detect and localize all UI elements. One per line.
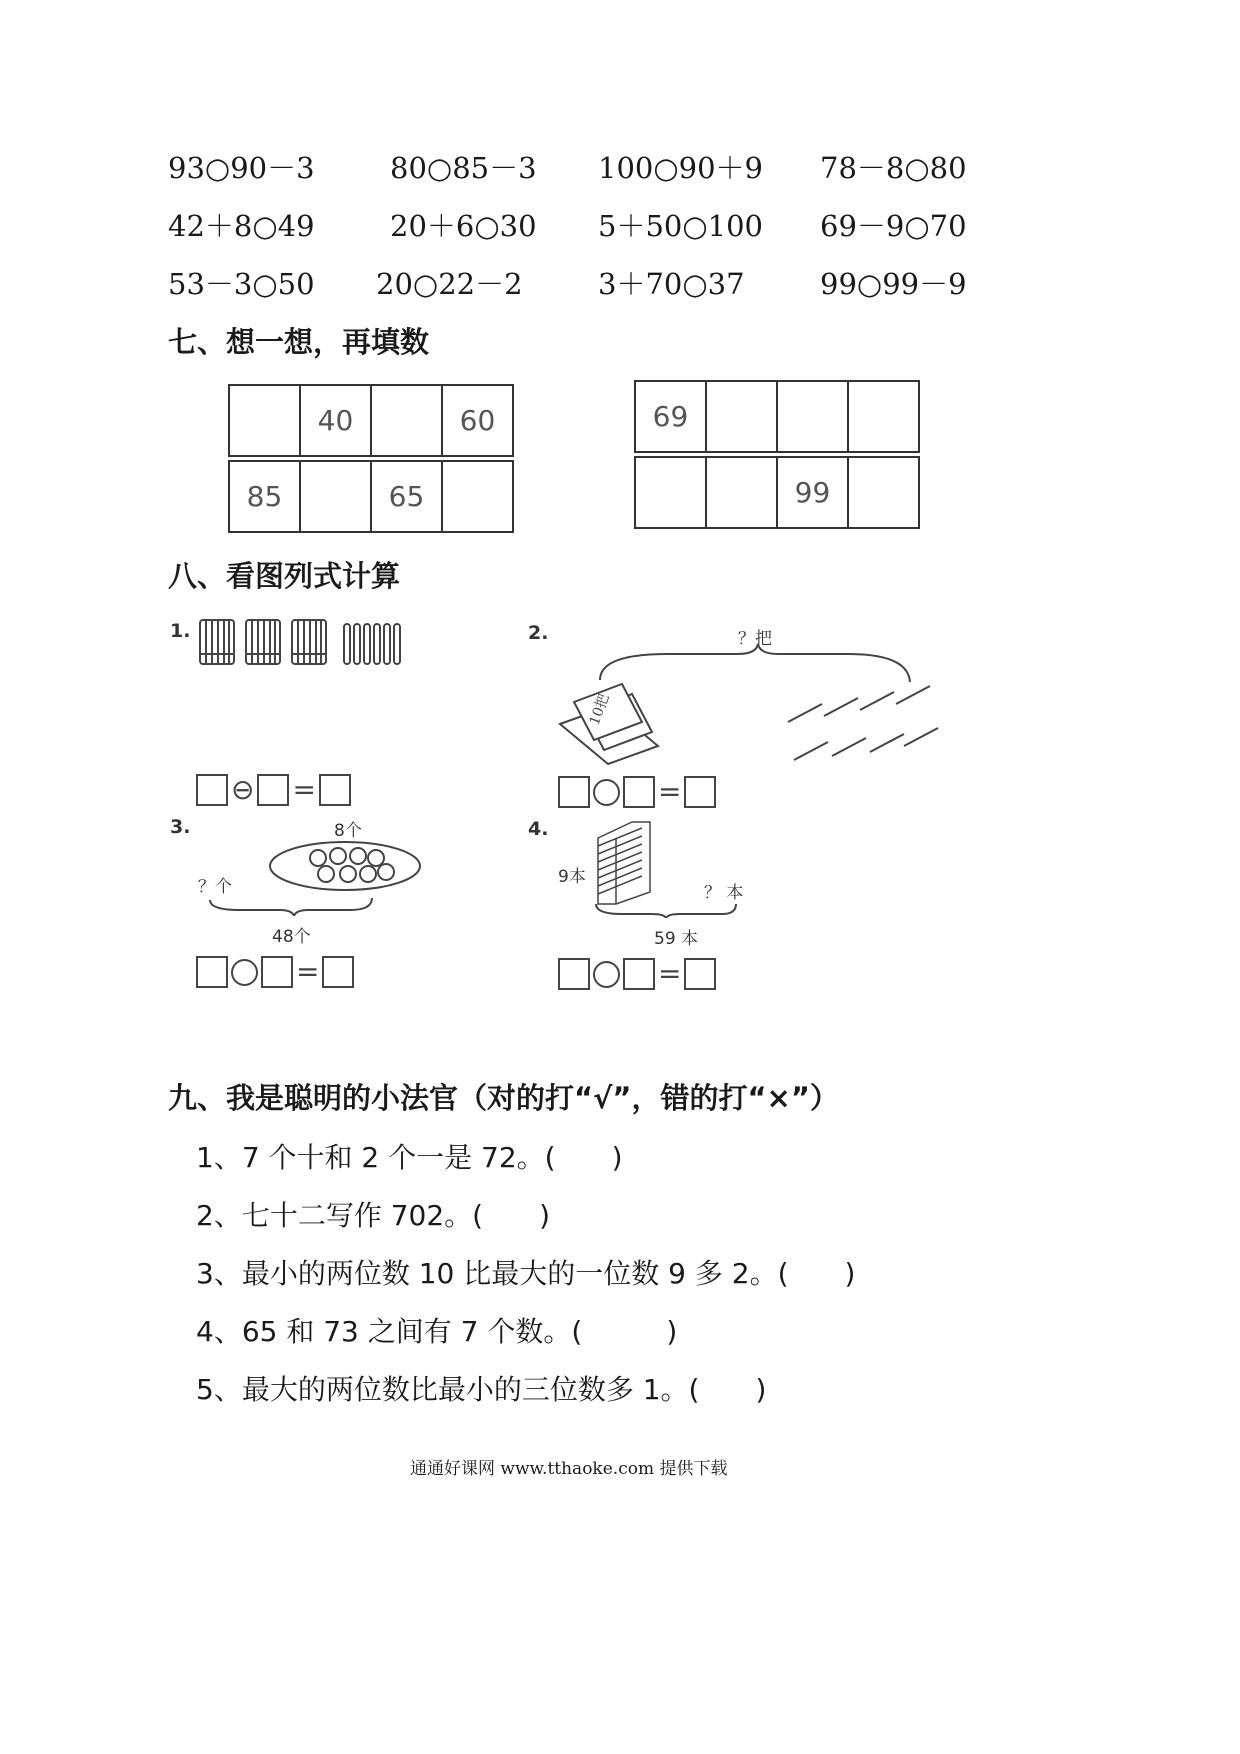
number-grid (634, 380, 920, 453)
question-label: ？个 (198, 877, 232, 897)
grid-cell[interactable]: 69 (636, 382, 707, 451)
top-label: 8个 (334, 821, 362, 841)
answer-box[interactable] (196, 956, 228, 988)
umbrellas-illustration (548, 642, 948, 774)
equals-sign: = (292, 773, 316, 806)
equation-row (558, 776, 716, 808)
answer-box[interactable] (558, 776, 590, 808)
comparison-item: 93○90－3 (168, 151, 315, 185)
question-label: ？把 (738, 629, 772, 649)
grid-cell[interactable]: 60 (459, 404, 496, 437)
judgement-item: 2、七十二写作 702。( ) (196, 1199, 551, 1232)
judgement-item: 4、65 和 73 之间有 7 个数。( ) (196, 1315, 678, 1348)
comparison-item: 5＋50○100 (598, 209, 764, 243)
side-label: 9本 (558, 867, 586, 887)
footer-text: 通通好课网 www.tthaoke.com 提供下载 (410, 1459, 728, 1479)
grid-cell[interactable]: 40 (301, 386, 372, 455)
equation-row (558, 958, 716, 990)
comparison-item: 78－8○80 (820, 151, 967, 185)
grid-cell[interactable] (636, 458, 707, 527)
judgement-item: 3、最小的两位数 10 比最大的一位数 9 多 2。( ) (196, 1257, 856, 1290)
comparison-item: 99○99－9 (820, 267, 967, 301)
grid-cell[interactable]: 65 (372, 462, 443, 531)
section-7-heading: 七、想一想，再填数 (168, 325, 430, 359)
problem-number: 4. (528, 818, 549, 840)
operator-sign: ⊖ (231, 773, 255, 806)
equals-sign: = (658, 957, 682, 990)
grid-cell[interactable]: 85 (230, 462, 301, 531)
answer-box[interactable] (684, 958, 716, 990)
comparison-item: 100○90＋9 (598, 151, 764, 185)
operator-circle[interactable] (593, 779, 620, 806)
comparison-item: 3＋70○37 (598, 267, 745, 301)
grid-cell[interactable] (443, 462, 512, 531)
grid-cell[interactable] (849, 382, 918, 451)
number-grid (228, 384, 514, 457)
operator-circle[interactable] (231, 959, 258, 986)
equation-row (196, 956, 354, 988)
problem-number: 2. (528, 622, 549, 644)
equation-row (196, 774, 351, 806)
problem-number: 1. (170, 620, 191, 642)
comparison-item: 20○22－2 (376, 267, 523, 301)
grid-cell[interactable] (707, 382, 778, 451)
problem-number: 3. (170, 816, 191, 838)
operator-circle[interactable] (593, 961, 620, 988)
judgement-item: 5、最大的两位数比最小的三位数多 1。( ) (196, 1373, 767, 1406)
total-label: 59 本 (654, 929, 699, 949)
answer-box[interactable] (623, 958, 655, 990)
answer-box[interactable] (257, 774, 289, 806)
answer-box[interactable] (322, 956, 354, 988)
number-grid (634, 456, 920, 529)
grid-cell[interactable]: 99 (778, 458, 849, 527)
number-grid (228, 460, 514, 533)
judgement-item: 1、7 个十和 2 个一是 72。( ) (196, 1141, 623, 1174)
answer-box[interactable] (623, 776, 655, 808)
grid-cell[interactable] (849, 458, 918, 527)
grid-cell[interactable] (707, 458, 778, 527)
equals-sign: = (658, 775, 682, 808)
sticks-illustration (196, 616, 406, 674)
answer-box[interactable] (684, 776, 716, 808)
comparison-item: 80○85－3 (390, 151, 537, 185)
comparison-item: 69－9○70 (820, 209, 967, 243)
answer-box[interactable] (558, 958, 590, 990)
books-illustration (592, 818, 752, 918)
answer-box[interactable] (319, 774, 351, 806)
comparison-item: 20＋6○30 (390, 209, 537, 243)
grid-cell[interactable] (230, 386, 301, 455)
section-8-heading: 八、看图列式计算 (168, 559, 401, 593)
answer-box[interactable] (261, 956, 293, 988)
grid-cell[interactable] (778, 382, 849, 451)
total-label: 48个 (272, 927, 311, 947)
grid-cell[interactable] (301, 462, 372, 531)
question-label: ？ 本 (704, 883, 744, 903)
equals-sign: = (296, 955, 320, 988)
comparison-item: 42＋8○49 (168, 209, 315, 243)
answer-box[interactable] (196, 774, 228, 806)
section-9-heading: 九、我是聪明的小法官（对的打“√”，错的打“×”） (168, 1081, 839, 1115)
comparison-item: 53－3○50 (168, 267, 315, 301)
plate-illustration (200, 836, 430, 916)
grid-cell[interactable] (372, 386, 443, 455)
bundle-label: 10把 (586, 691, 613, 728)
